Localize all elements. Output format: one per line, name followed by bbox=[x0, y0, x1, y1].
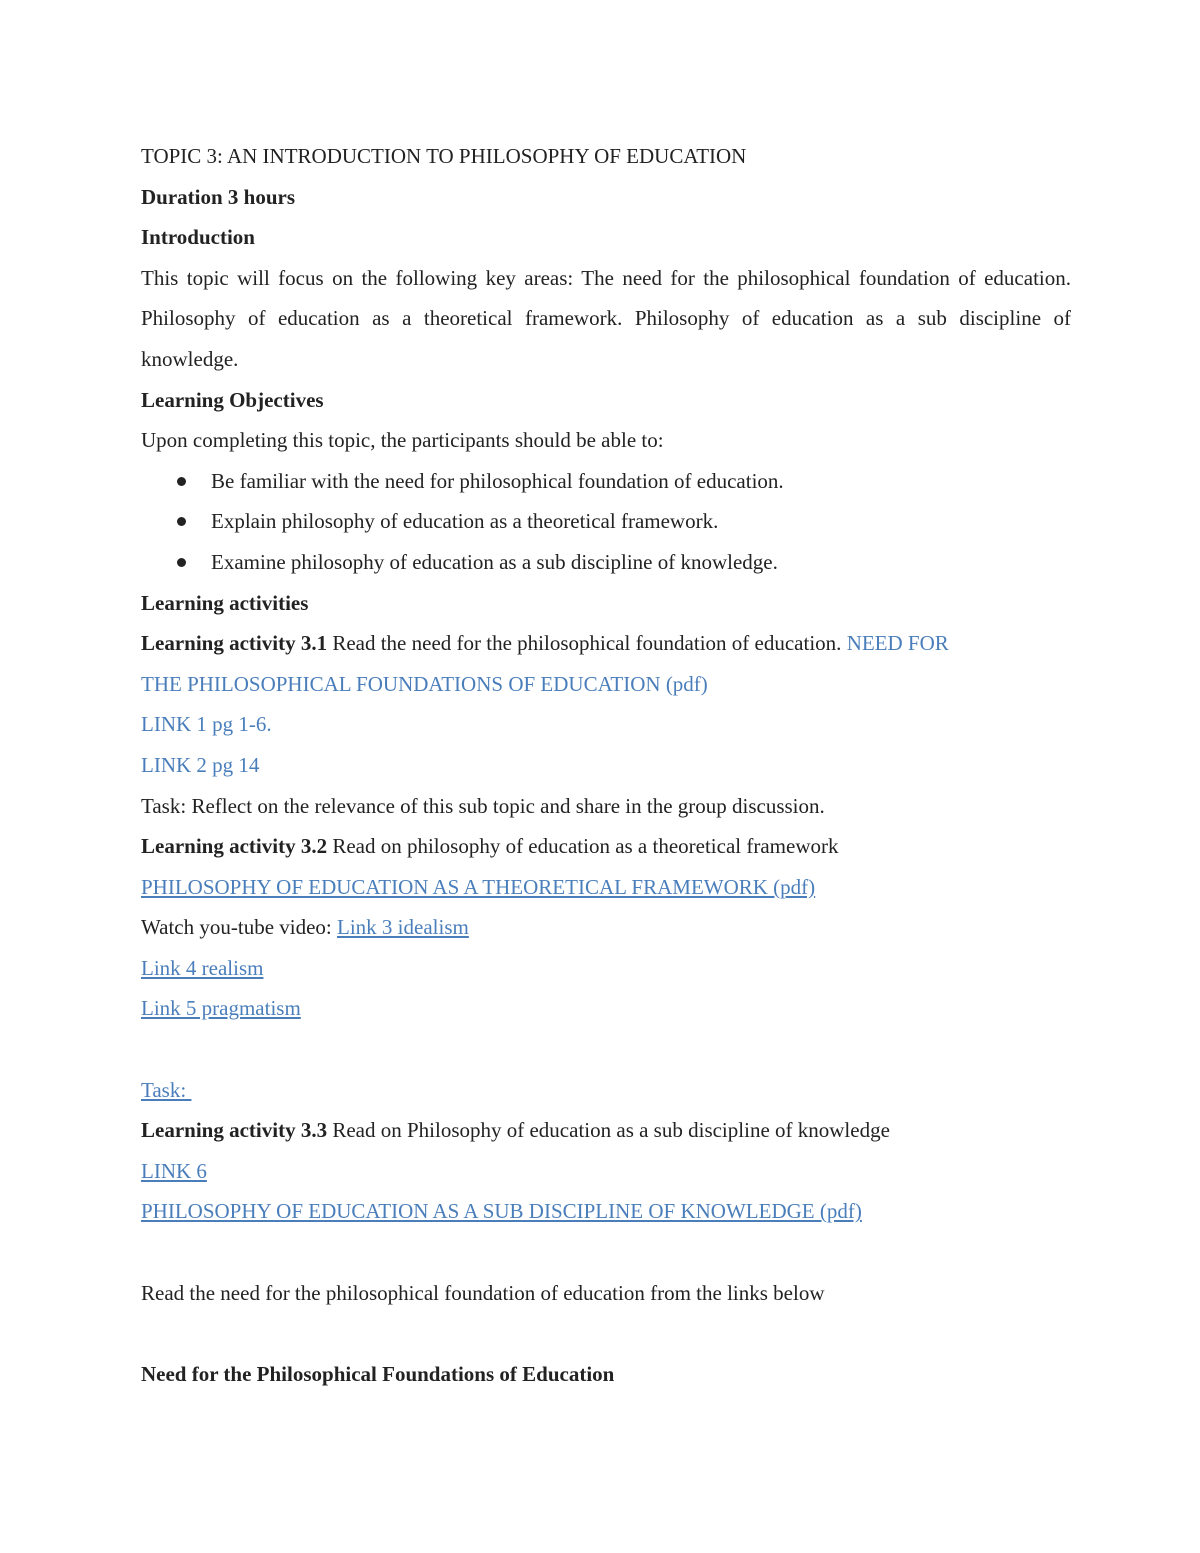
need-for-foundations-pdf-link[interactable]: NEED FOR bbox=[846, 631, 949, 656]
activity-3-1-text: Read the need for the philosophical foundation of education. bbox=[327, 631, 847, 656]
objective-item bbox=[141, 542, 1071, 583]
activity-3-3-text: Read on Philosophy of education as a sub discipline of knowledge bbox=[327, 1118, 890, 1143]
objective-text: Explain philosophy of education as a theoretical framework. bbox=[211, 509, 719, 534]
bullet-icon bbox=[177, 517, 186, 526]
objective-text: Be familiar with the need for philosophical foundation of education. bbox=[211, 468, 784, 493]
activity-3-3-label: Learning activity 3.3 bbox=[141, 1118, 328, 1143]
objectives-intro: Upon completing this topic, the participants should be able to: bbox=[141, 428, 664, 453]
introduction-heading: Introduction bbox=[141, 225, 255, 250]
bullet-icon bbox=[177, 477, 186, 486]
introduction-text: This topic will focus on the following key areas: The need for the philosophical foundation of education. Philosophy of education as a theoretical framework. Philosophy of education as a sub discipline of knowledge. bbox=[141, 265, 1071, 371]
section-heading: Need for the Philosophical Foundations of Education bbox=[141, 1361, 615, 1386]
theoretical-framework-pdf-link[interactable]: PHILOSOPHY OF EDUCATION AS A THEORETICAL FRAMEWORK (pdf) bbox=[141, 874, 816, 899]
spacer bbox=[141, 1029, 1071, 1070]
bullet-icon bbox=[177, 558, 186, 567]
activity-3-2-label: Learning activity 3.2 bbox=[141, 834, 328, 859]
activity-3-3 bbox=[141, 1110, 1071, 1151]
link-2[interactable]: LINK 2 pg 14 bbox=[141, 752, 260, 777]
activity-3-1 bbox=[141, 623, 1071, 664]
task-link[interactable]: Task: bbox=[141, 1077, 192, 1102]
objective-text: Examine philosophy of education as a sub discipline of knowledge. bbox=[211, 549, 778, 574]
link-1[interactable]: LINK 1 pg 1-6. bbox=[141, 712, 272, 737]
need-for-foundations-pdf-link-cont[interactable]: THE PHILOSOPHICAL FOUNDATIONS OF EDUCATION (pdf) bbox=[141, 671, 708, 696]
objective-item bbox=[141, 501, 1071, 542]
topic-title: TOPIC 3: AN INTRODUCTION TO PHILOSOPHY OF EDUCATION bbox=[141, 144, 747, 168]
watch-video-line bbox=[141, 907, 1071, 948]
document-page bbox=[141, 136, 1071, 1394]
objectives-list bbox=[141, 461, 1071, 583]
objective-item bbox=[141, 461, 1071, 502]
activities-heading: Learning activities bbox=[141, 590, 309, 615]
activity-3-1-label: Learning activity 3.1 bbox=[141, 631, 328, 656]
spacer bbox=[141, 1313, 1071, 1354]
objectives-heading: Learning Objectives bbox=[141, 387, 324, 412]
activity-3-1-task: Task: Reflect on the relevance of this sub topic and share in the group discussion. bbox=[141, 793, 825, 818]
activity-3-2 bbox=[141, 826, 1071, 867]
link-6[interactable]: LINK 6 bbox=[141, 1158, 207, 1183]
link-5-pragmatism[interactable]: Link 5 pragmatism bbox=[141, 996, 301, 1021]
sub-discipline-pdf-link[interactable]: PHILOSOPHY OF EDUCATION AS A SUB DISCIPLINE OF KNOWLEDGE (pdf) bbox=[141, 1199, 862, 1224]
duration: Duration 3 hours bbox=[141, 184, 296, 209]
link-4-realism[interactable]: Link 4 realism bbox=[141, 955, 264, 980]
activity-3-2-text: Read on philosophy of education as a theoretical framework bbox=[327, 834, 839, 859]
watch-video-prefix: Watch you-tube video: bbox=[141, 915, 338, 940]
read-note: Read the need for the philosophical foundation of education from the links below bbox=[141, 1280, 825, 1305]
spacer bbox=[141, 1232, 1071, 1273]
link-3-idealism[interactable]: Link 3 idealism bbox=[337, 915, 469, 940]
